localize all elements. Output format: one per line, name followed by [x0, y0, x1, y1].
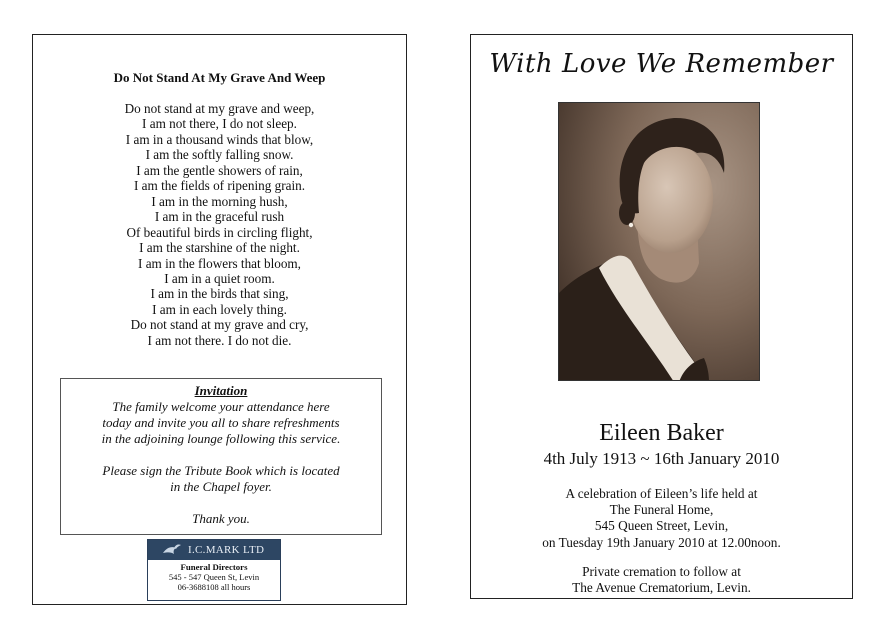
invitation-line: Please sign the Tribute Book which is located	[102, 463, 340, 478]
poem-title: Do Not Stand At My Grave And Weep	[113, 70, 326, 85]
poem-line: I am in the morning hush,	[151, 193, 288, 209]
logo-subtitle: Funeral Directors	[180, 562, 248, 572]
invitation-line: today and invite you all to share refreshments	[102, 415, 340, 430]
poem-line: I am in the flowers that bloom,	[138, 255, 301, 271]
poem-line: I am the gentle showers of rain,	[136, 162, 303, 178]
service-line: The Funeral Home,	[609, 502, 714, 518]
poem-line: I am the softly falling snow.	[145, 147, 294, 163]
poem-line: Do not stand at my grave and cry,	[130, 317, 309, 333]
poem-line: I am in each lovely thing.	[152, 301, 287, 317]
service-details	[471, 486, 852, 551]
poem-line: I am not there, I do not sleep.	[142, 116, 297, 132]
service-line: 545 Queen Street, Levin,	[594, 518, 729, 534]
poem-line: I am in a quiet room.	[164, 270, 275, 286]
poem-line: I am in the birds that sing,	[150, 286, 289, 302]
logo-band	[148, 540, 280, 560]
logo-details	[148, 560, 280, 592]
poem-line: I am the starshine of the night.	[139, 240, 300, 256]
funeral-director-logo	[147, 539, 281, 601]
invitation-heading: Invitation	[194, 383, 248, 398]
poem-line: Do not stand at my grave and weep,	[124, 101, 315, 116]
invitation-line: The family welcome your attendance here	[112, 399, 330, 414]
cremation-line: The Avenue Crematorium, Levin.	[572, 580, 751, 596]
cremation-details	[471, 564, 852, 596]
tribute-page	[470, 34, 853, 599]
invitation-line: in the adjoining lounge following this service.	[101, 431, 341, 446]
logo-address: 545 - 547 Queen St, Levin	[168, 572, 260, 582]
logo-phone: 06-3688108 all hours	[177, 582, 251, 592]
poem-body	[33, 101, 406, 348]
poem-line: I am not there. I do not die.	[147, 332, 292, 348]
invitation-line: in the Chapel foyer.	[170, 479, 272, 494]
poem-line: I am in the graceful rush	[154, 209, 285, 225]
tribute-heading: With Love We Remember	[489, 49, 834, 79]
poem-page	[32, 34, 407, 605]
invitation-box	[60, 378, 382, 535]
logo-brand: I.C.MARK LTD	[188, 544, 265, 556]
portrait-photo	[558, 102, 760, 381]
poem-line: I am the fields of ripening grain.	[133, 178, 306, 194]
service-line: A celebration of Eileen’s life held at	[565, 486, 758, 501]
invitation-closing: Thank you.	[192, 511, 250, 526]
life-dates: 4th July 1913 ~ 16th January 2010	[543, 449, 780, 468]
service-line: on Tuesday 19th January 2010 at 12.00noon.	[542, 534, 781, 550]
poem-line: Of beautiful birds in circling flight,	[126, 224, 313, 240]
dove-icon	[162, 543, 182, 557]
deceased-name: Eileen Baker	[599, 420, 724, 446]
cremation-line: Private cremation to follow at	[582, 564, 741, 579]
poem-line: I am in a thousand winds that blow,	[125, 131, 314, 147]
